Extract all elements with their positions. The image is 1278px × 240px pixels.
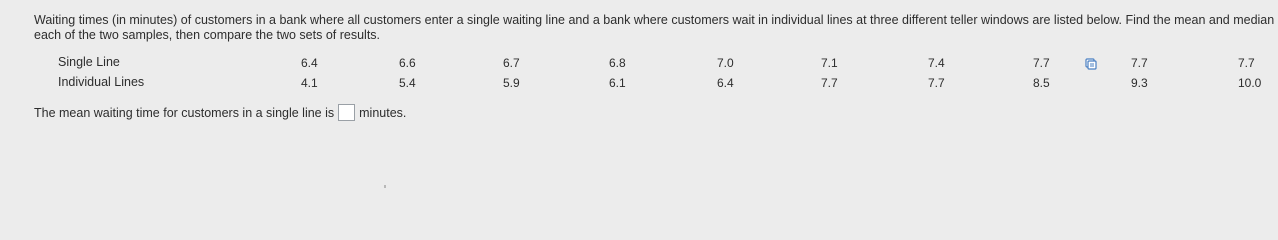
table-cell: 7.1 (821, 56, 838, 70)
mouse-cursor-icon (384, 185, 386, 188)
table-cell: 7.0 (717, 56, 734, 70)
answer-line (34, 104, 406, 121)
table-cell: 10.0 (1238, 76, 1262, 90)
table-cell: 7.7 (821, 76, 838, 90)
question-line-1: Waiting times (in minutes) of customers in a bank where all customers enter a single waiting line and a bank where customers wait in individual lines at three different teller windows are listed below. Find the mean and median (34, 13, 1275, 27)
table-cell: 6.6 (399, 56, 416, 70)
table-cell: 7.7 (1238, 56, 1255, 70)
mean-answer-input[interactable] (338, 104, 355, 121)
table-cell: 4.1 (301, 76, 318, 90)
table-row-individual-lines (58, 72, 1262, 92)
table-cell: 5.4 (399, 76, 416, 90)
data-table (58, 52, 1262, 92)
table-cell: 7.7 (1131, 56, 1148, 70)
table-cell: 7.4 (928, 56, 945, 70)
table-cell: 9.3 (1131, 76, 1148, 90)
table-cell: 6.4 (717, 76, 734, 90)
table-row-single-line (58, 52, 1255, 72)
answer-prefix: The mean waiting time for customers in a single line is (34, 105, 335, 120)
row-label: Single Line (58, 55, 120, 69)
table-cell: 7.7 (928, 76, 945, 90)
answer-suffix: minutes. (359, 105, 407, 120)
question-line-2: each of the two samples, then compare the two sets of results. (34, 28, 381, 42)
table-cell: 6.4 (301, 56, 318, 70)
table-cell: 5.9 (503, 76, 520, 90)
table-cell: 6.7 (503, 56, 520, 70)
copy-data-icon[interactable] (1085, 57, 1097, 69)
question-text (34, 13, 1275, 43)
table-cell: 7.7 (1033, 56, 1050, 70)
row-label: Individual Lines (58, 75, 145, 89)
table-cell: 6.8 (609, 56, 626, 70)
table-cell: 8.5 (1033, 76, 1050, 90)
table-cell: 6.1 (609, 76, 626, 90)
